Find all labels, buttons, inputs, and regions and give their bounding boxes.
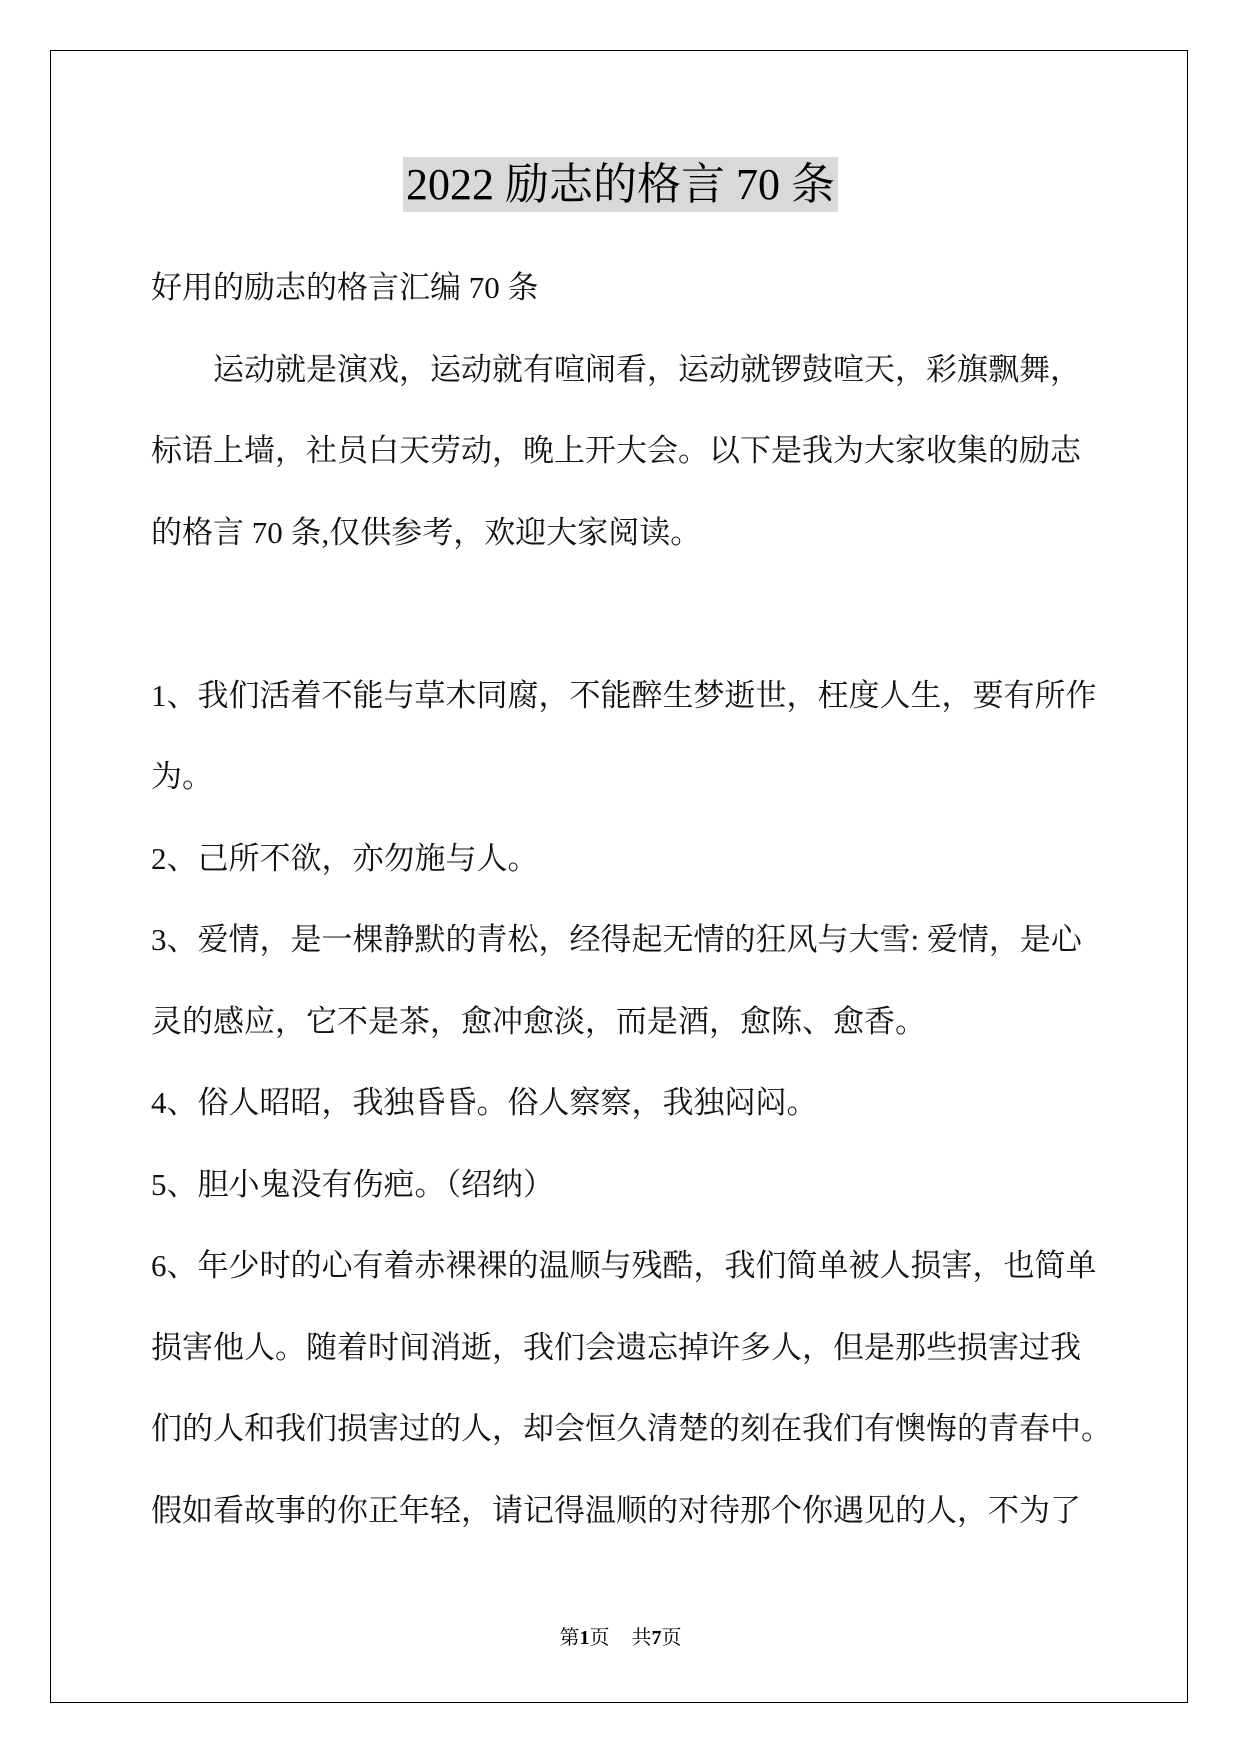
total-pages-suffix: 页 bbox=[661, 1627, 682, 1649]
list-item-line: 4、俗人昭昭，我独昏昏。俗人察察，我独闷闷。 bbox=[151, 1085, 818, 1120]
current-page-number: 1 bbox=[579, 1627, 590, 1649]
document-title: 2022 励志的格言 70 条 bbox=[403, 157, 838, 212]
page-footer bbox=[0, 1625, 1241, 1651]
list-item-line: 5、胆小鬼没有伤疤。（绍纳） bbox=[151, 1166, 554, 1202]
list-item-line: 6、年少时的心有着赤裸裸的温顺与残酷，我们简单被人损害，也简单 bbox=[151, 1248, 1097, 1283]
document-body bbox=[151, 247, 1161, 1551]
intro-paragraph bbox=[151, 329, 1161, 574]
intro-line: 的格言 70 条,仅供参考，欢迎大家阅读。 bbox=[151, 514, 702, 550]
list-item-line: 损害他人。随着时间消逝，我们会遗忘掉许多人，但是那些损害过我 bbox=[151, 1329, 1081, 1365]
list-item-line: 灵的感应，它不是茶，愈冲愈淡，而是酒，愈陈、愈香。 bbox=[151, 1003, 926, 1039]
list-item-1 bbox=[151, 655, 1161, 818]
list-item-line: 为。 bbox=[151, 759, 213, 794]
blank-line bbox=[151, 573, 1161, 655]
list-item-line: 假如看故事的你正年轻，请记得温顺的对待那个你遇见的人，不为了 bbox=[151, 1492, 1081, 1528]
list-item-3 bbox=[151, 899, 1161, 1062]
total-pages-prefix: 共 bbox=[631, 1627, 652, 1649]
list-item-line: 1、我们活着不能与草木同腐，不能醉生梦逝世，枉度人生，要有所作 bbox=[151, 677, 1097, 713]
list-item-5 bbox=[151, 1144, 1161, 1226]
list-item-2 bbox=[151, 818, 1161, 900]
list-item-line: 们的人和我们损害过的人，却会恒久清楚的刻在我们有懊悔的青春中。 bbox=[151, 1411, 1112, 1446]
title-container bbox=[0, 157, 1241, 212]
list-item-line: 2、己所不欲，亦勿施与人。 bbox=[151, 840, 539, 876]
intro-line: 标语上墙，社员白天劳动，晚上开大会。以下是我为大家收集的励志 bbox=[151, 433, 1081, 468]
list-item-4 bbox=[151, 1062, 1161, 1144]
document-subtitle: 好用的励志的格言汇编 70 条 bbox=[151, 270, 539, 305]
total-pages-number: 7 bbox=[651, 1627, 662, 1649]
intro-line: 运动就是演戏，运动就有喧闹看，运动就锣鼓喧天，彩旗飘舞， bbox=[213, 351, 1081, 387]
page-number-prefix: 第 bbox=[559, 1627, 580, 1649]
list-item-line: 3、爱情，是一棵静默的青松，经得起无情的狂风与大雪: 爱情，是心 bbox=[151, 922, 1082, 957]
list-item-6 bbox=[151, 1225, 1161, 1551]
page-number-suffix: 页 bbox=[589, 1627, 610, 1649]
